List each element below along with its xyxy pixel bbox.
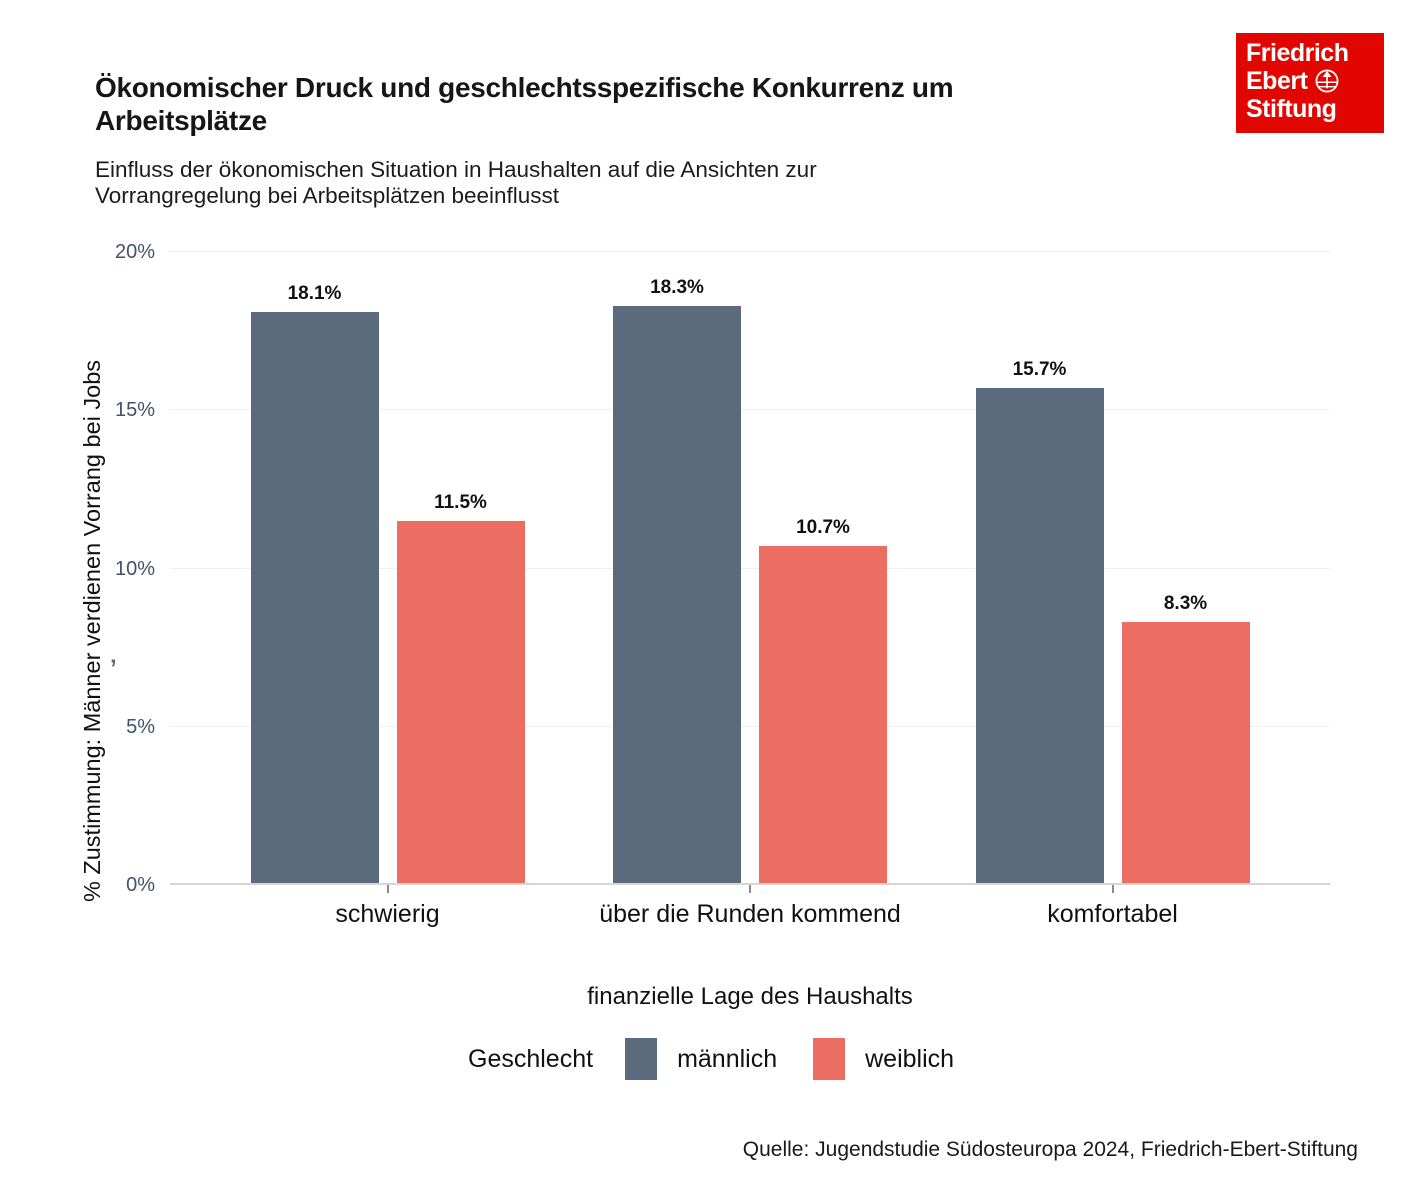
legend-swatch-weiblich: [813, 1038, 845, 1080]
chart-subtitle-line1: Einfluss der ökonomischen Situation in Haushalten auf die Ansichten zur: [95, 156, 817, 182]
bar-männlich-über-die-Runden-kommend: [613, 306, 741, 885]
legend-swatch-männlich: [625, 1038, 657, 1080]
logo-line-ebert: [1246, 67, 1384, 95]
legend-label-männlich: männlich: [677, 1044, 778, 1073]
bar-value-label: 15.7%: [1012, 359, 1067, 381]
chart-title-line1: Ökonomischer Druck und geschlechtsspezifische Konkurrenz um: [95, 71, 954, 103]
x-axis-title: finanzielle Lage des Haushalts: [587, 983, 913, 1010]
x-tick: [1112, 885, 1114, 893]
x-category-label: schwierig: [335, 900, 440, 928]
bar-value-label: 8.3%: [1163, 593, 1208, 615]
y-tick-label: 20%: [114, 241, 155, 263]
legend-title: Geschlecht: [468, 1044, 594, 1073]
logo-text-ebert: Ebert: [1246, 67, 1308, 95]
logo-text-friedrich: Friedrich: [1246, 39, 1349, 67]
plot-area: [114, 241, 1330, 928]
bar-weiblich-schwierig: [397, 521, 525, 885]
y-axis-title: % Zustimmung: Männer verdienen Vorrang bei Jobs: [79, 359, 105, 903]
chart-title-line2: Arbeitsplätze: [95, 104, 267, 136]
bar-value-label: 10.7%: [796, 517, 850, 539]
chart-title: [95, 71, 953, 137]
bar-männlich-komfortabel: [976, 388, 1104, 885]
globe-arrow-icon: [1314, 68, 1340, 94]
bar-value-label: 11.5%: [434, 492, 487, 514]
bar-männlich-schwierig: [251, 312, 379, 885]
y-tick-label: 0%: [126, 874, 155, 896]
bar-value-label: 18.1%: [287, 283, 342, 305]
y-tick-label: 5%: [126, 715, 155, 738]
bar-weiblich-über-die-Runden-kommend: [759, 546, 887, 885]
x-category-label: komfortabel: [1047, 900, 1178, 928]
bar-value-label: 18.3%: [650, 276, 704, 298]
gridline-20%: [170, 251, 1330, 252]
x-tick: [387, 885, 389, 893]
logo-text-stiftung: Stiftung: [1246, 95, 1337, 123]
legend-label-weiblich: weiblich: [865, 1044, 955, 1073]
legend-item-männlich: [625, 1038, 777, 1080]
legend-item-weiblich: [813, 1038, 954, 1080]
legend-items: [625, 1038, 990, 1080]
x-tick: [749, 885, 751, 893]
fes-logo: [1236, 33, 1384, 133]
chart-subtitle-line2: Vorrangregelung bei Arbeitsplätzen beeinflusst: [95, 182, 560, 208]
x-category-label: über die Runden kommend: [599, 900, 901, 928]
gridline-0%: [170, 883, 1330, 885]
y-tick-label: 10%: [114, 557, 155, 580]
bar-weiblich-komfortabel: [1122, 622, 1250, 885]
stray-mark-artifact: ’: [110, 655, 117, 682]
legend: [468, 1038, 990, 1080]
source-caption: Quelle: Jugendstudie Südosteuropa 2024, Friedrich-Ebert-Stiftung: [742, 1138, 1358, 1161]
y-tick-label: 15%: [114, 399, 155, 422]
chart-subtitle: [95, 157, 817, 209]
